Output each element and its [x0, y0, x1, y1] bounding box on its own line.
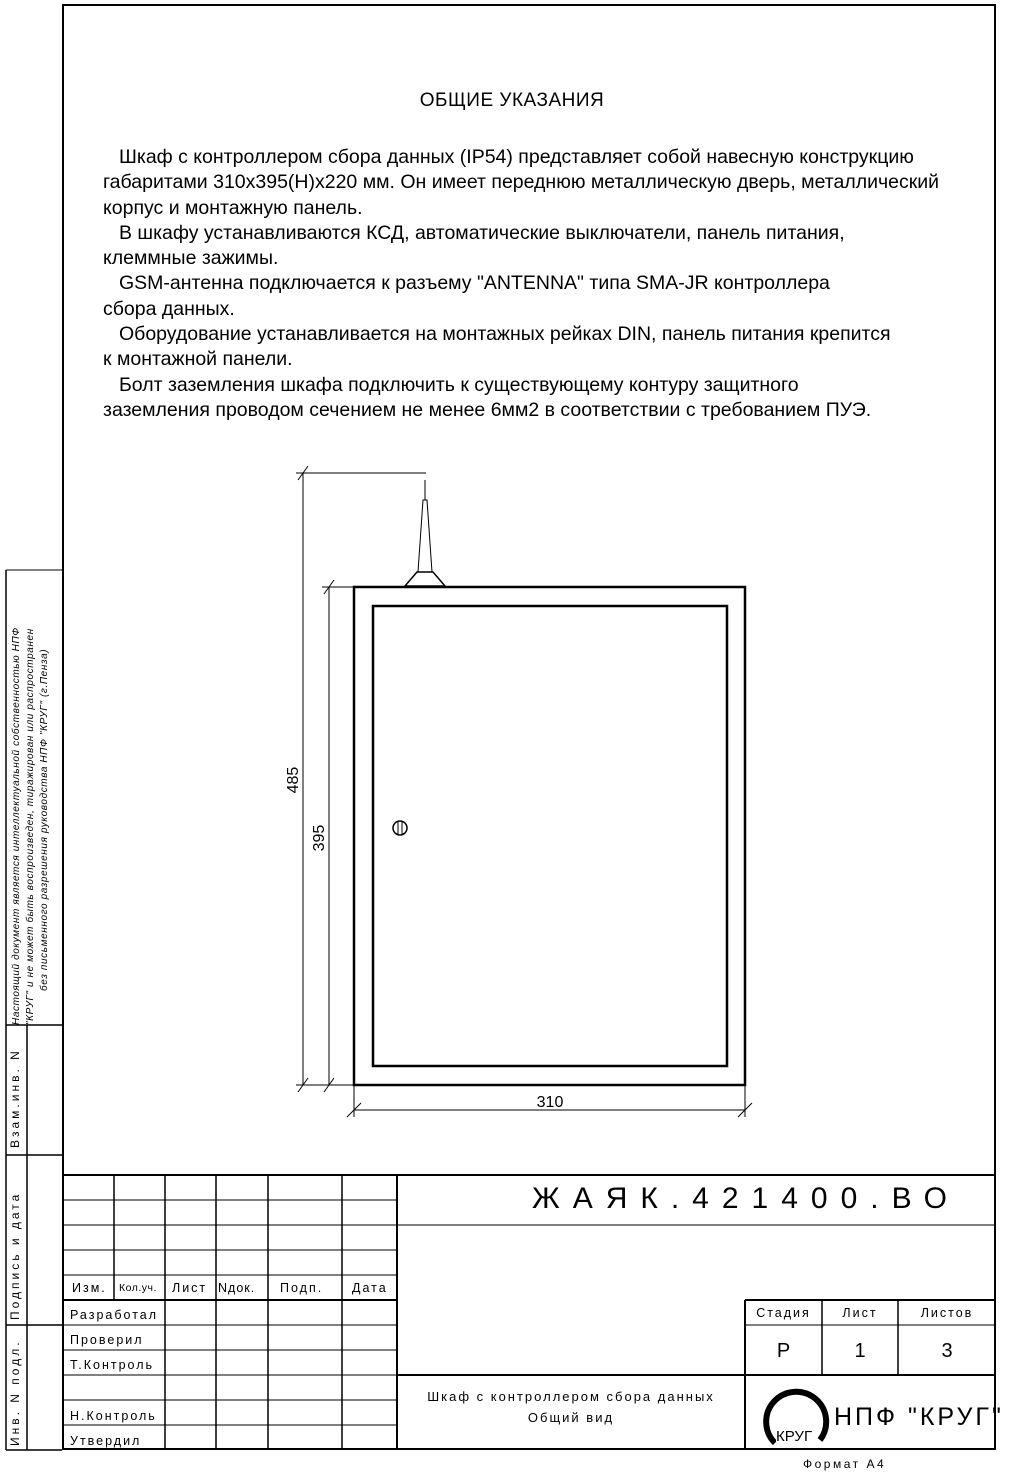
- note-line: Шкаф с контроллером сбора данных (IP54) представляет собой навесную конструкцию: [119, 146, 914, 168]
- note-line: сбора данных.: [103, 297, 235, 320]
- sheet-label: Лист: [842, 1306, 878, 1320]
- dim-label-395: 395: [311, 824, 328, 852]
- role-n-kontrol: Н.Контроль: [70, 1409, 157, 1423]
- note-line: Болт заземления шкафа подключить к существующему контуру защитного: [119, 373, 799, 396]
- dim-label-310: 310: [536, 1094, 564, 1111]
- stage-label: Стадия: [756, 1306, 811, 1320]
- dim-label-485: 485: [285, 766, 302, 794]
- document-subtitle: Общий вид: [527, 1410, 615, 1425]
- role-razrabotal: Разработал: [70, 1308, 159, 1322]
- document-code: ЖАЯК.421400.ВО: [532, 1182, 960, 1215]
- col-n-dok: Nдок.: [218, 1281, 256, 1295]
- col-list: Лист: [172, 1281, 208, 1295]
- format-label: Формат А4: [803, 1457, 887, 1471]
- note-line: В шкафу устанавливаются КСД, автоматические выключатели, панель питания,: [119, 221, 845, 244]
- role-t-kontrol: Т.Контроль: [70, 1358, 155, 1372]
- note-line: Оборудование устанавливается на монтажных рейках DIN, панель питания крепится: [119, 323, 891, 346]
- sheet-value: 1: [854, 1340, 866, 1362]
- role-proveril: Проверил: [70, 1333, 144, 1347]
- col-data: Дата: [352, 1281, 388, 1295]
- copyright-line: "КРУГ" и не может быть воспроизведен, тиражирован или распространен: [25, 628, 36, 1025]
- sheets-value: 3: [941, 1340, 953, 1362]
- note-line: к монтажной панели.: [103, 348, 293, 371]
- copyright-line: Настоящий документ является интеллектуальной собственностью НПФ: [11, 627, 22, 1025]
- note-line: заземления проводом сечением не менее 6мм2 в соответствии с требованием ПУЭ.: [103, 398, 872, 421]
- page-title: ОБЩИЕ УКАЗАНИЯ: [419, 90, 605, 111]
- role-utverdil: Утвердил: [70, 1434, 142, 1448]
- vzam-inv-label: Взам.инв. N: [8, 1048, 22, 1148]
- note-line: клеммные зажимы.: [103, 247, 279, 270]
- sheets-label: Листов: [920, 1306, 974, 1320]
- note-line: корпус и монтажную панель.: [103, 196, 363, 219]
- logo-text: КРУГ: [776, 1428, 813, 1445]
- stage-value: Р: [776, 1340, 791, 1362]
- company-name: НПФ "КРУГ": [834, 1403, 1004, 1431]
- inv-podl-label: Инв. N подл.: [8, 1339, 22, 1446]
- col-kol-uch: Кол.уч.: [119, 1282, 157, 1294]
- document-name: Шкаф с контроллером сбора данных: [427, 1389, 715, 1404]
- note-line: GSM-антенна подключается к разъему "ANTENNA" типа SMA-JR контроллера: [119, 272, 830, 295]
- col-izm: Изм.: [72, 1281, 107, 1295]
- copyright-line: без письменного разрешения руководства НПФ "КРУГ" (г.Пенза): [39, 648, 50, 991]
- signature-date-label: Подпись и дата: [8, 1191, 22, 1320]
- col-podp: Подп.: [280, 1281, 324, 1295]
- note-line: габаритами 310х395(Н)х220 мм. Он имеет переднюю металлическую дверь, металлический: [103, 171, 940, 194]
